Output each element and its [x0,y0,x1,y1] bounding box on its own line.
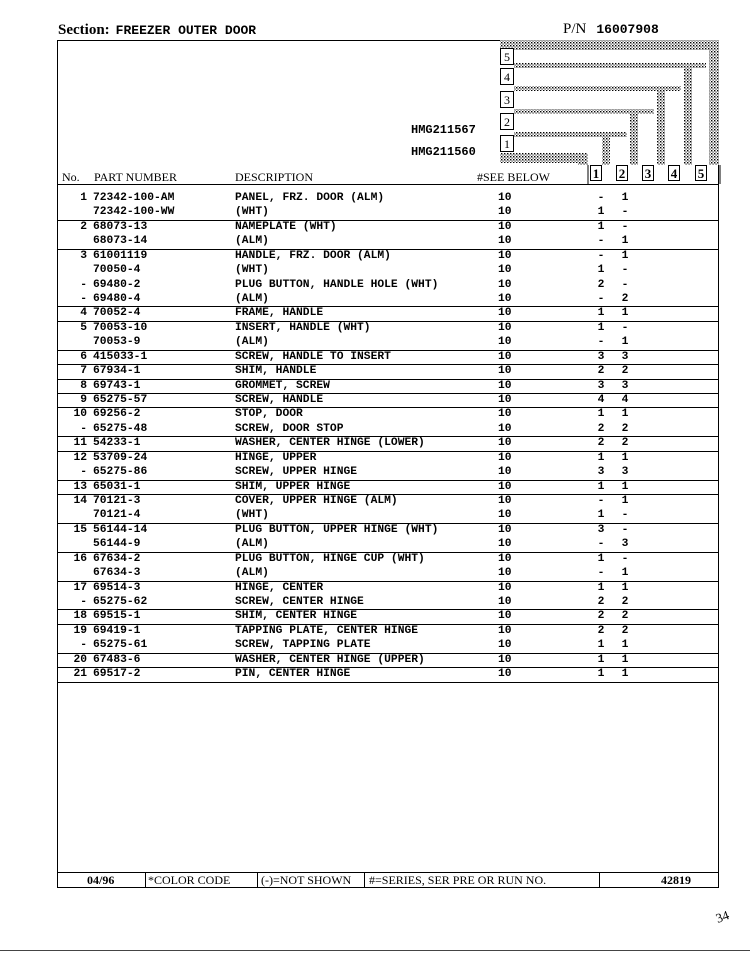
see-below: 10 [498,480,512,493]
model-1-qty: 2 [597,422,605,435]
part-description: NAMEPLATE (WHT) [235,220,337,233]
table-row [57,552,719,566]
row-number: 5 [80,321,87,334]
part-number: 69480-2 [93,278,141,291]
model-2-qty: 1 [621,192,629,204]
footer-date: 04/96 [87,873,115,887]
part-number: 69517-2 [93,668,141,681]
part-description: PLUG BUTTON, UPPER HINGE (WHT) [235,523,439,536]
model-2-qty: 1 [621,480,629,493]
model-2-qty: - [621,264,629,277]
part-description: INSERT, HANDLE (WHT) [235,321,371,334]
page-number: 34 [713,907,732,926]
part-description: HANDLE, FRZ. DOOR (ALM) [235,249,391,262]
row-number: - [80,278,87,291]
part-number: 70121-3 [93,495,141,508]
model-1-qty: 1 [597,307,605,320]
part-number: 69419-1 [93,624,141,637]
see-below: 10 [498,220,512,233]
see-below: 10 [498,206,512,219]
model-col-2: 2 [616,165,628,181]
part-number: 69743-1 [93,379,141,392]
see-below: 10 [498,624,512,637]
see-below: 10 [498,538,512,551]
footer-divider [364,873,365,887]
part-number: 65275-57 [93,394,148,407]
model-2-qty: 3 [621,538,629,551]
see-below: 10 [498,567,512,580]
part-description: PLUG BUTTON, HINGE CUP (WHT) [235,552,425,565]
row-number: - [80,466,87,479]
model-2-qty: 1 [621,495,629,508]
model-2-qty: 2 [621,437,629,450]
part-number: 70121-4 [93,509,141,522]
model-2-qty: 1 [621,249,629,262]
part-description: SCREW, HANDLE TO INSERT [235,350,391,363]
model-1-qty: 3 [597,523,605,536]
table-row [57,205,719,220]
stair-number-1: 1 [500,135,514,152]
part-number: 70050-4 [93,264,141,277]
see-below: 10 [498,321,512,334]
model-2-qty: - [621,321,629,334]
part-description: GROMMET, SCREW [235,379,330,392]
stair-number-3: 3 [500,91,514,108]
part-description: PIN, CENTER HINGE [235,668,351,681]
model-1-qty: 1 [597,321,605,334]
model-1-qty: 2 [597,437,605,450]
model-1-qty: 1 [597,509,605,522]
model-2-qty: 1 [621,235,629,248]
model-col-1: 1 [590,165,602,181]
part-description: (ALM) [235,538,269,551]
row-number: 15 [73,523,87,536]
part-number: 70052-4 [93,307,141,320]
model-1-qty: - [597,336,605,349]
see-below: 10 [498,639,512,652]
model-1-qty: 3 [597,350,605,363]
row-number: - [80,422,87,435]
model-1-qty: 2 [597,365,605,378]
see-below: 10 [498,653,512,666]
table-row [57,220,719,234]
model-1-qty: - [597,235,605,248]
footer-divider [257,873,258,887]
model-col-4: 4 [668,165,680,181]
model-1-qty: 1 [597,451,605,464]
row-number: 13 [73,480,87,493]
model-1-qty: 1 [597,480,605,493]
table-row [57,508,719,523]
part-description: PANEL, FRZ. DOOR (ALM) [235,192,385,204]
model-1-qty: 1 [597,639,605,652]
table-row [57,494,719,508]
part-description: SHIM, HANDLE [235,365,317,378]
part-number: 56144-9 [93,538,141,551]
model-1-qty: - [597,538,605,551]
part-description: SHIM, CENTER HINGE [235,610,358,623]
part-description: SCREW, CENTER HINGE [235,596,364,609]
model-2-qty: 2 [621,596,629,609]
table-row [57,364,719,379]
part-number: 69480-4 [93,293,141,305]
row-number: 8 [80,379,87,392]
pn-label: P/N [563,21,587,37]
model-number-1: HMG211560 [411,145,476,159]
part-number: 70053-10 [93,321,148,334]
footer-not-shown: (-)=NOT SHOWN [261,873,352,887]
table-row [57,379,719,394]
model-2-qty: 1 [621,307,629,320]
row-number: 10 [73,408,87,421]
table-row [57,595,719,610]
section-label: Section: [58,22,110,38]
part-description: TAPPING PLATE, CENTER HINGE [235,624,419,637]
part-description: (ALM) [235,235,269,248]
table-row [57,393,719,408]
model-2-qty: 1 [621,653,629,666]
row-number: 14 [73,495,87,508]
model-2-qty: 1 [621,408,629,421]
model-1-qty: - [597,495,605,508]
see-below: 10 [498,668,512,681]
footer-legend [57,873,719,888]
part-number: 415033-1 [93,350,148,363]
part-description: SCREW, HANDLE [235,394,324,407]
model-2-qty: 3 [621,466,629,479]
model-1-qty: 1 [597,264,605,277]
footer-divider [599,873,600,887]
part-description: WASHER, CENTER HINGE (LOWER) [235,437,425,450]
table-row [57,306,719,321]
model-number-2: HMG211567 [411,123,476,137]
part-number: 65275-48 [93,422,148,435]
table-row [57,249,719,263]
model-2-qty: - [621,523,629,536]
page-bottom-rule [0,950,750,951]
part-number: 65275-62 [93,596,148,609]
stair-number-2: 2 [500,113,514,130]
table-row [57,436,719,451]
row-number: 12 [73,451,87,464]
part-description: (ALM) [235,567,269,580]
row-number: 18 [73,610,87,623]
part-number: 69514-3 [93,581,141,594]
model-col-5: 5 [695,165,707,181]
table-row [57,321,719,335]
table-row [57,407,719,421]
table-row [57,667,719,682]
model-2-qty: 1 [621,668,629,681]
part-number: 72342-100-WW [93,206,175,219]
part-number: 54233-1 [93,437,141,450]
table-row [57,609,719,624]
row-number: - [80,293,87,305]
row-number: 3 [80,249,87,262]
see-below: 10 [498,552,512,565]
part-description: (ALM) [235,293,269,305]
model-2-qty: 1 [621,581,629,594]
part-description: STOP, DOOR [235,408,303,421]
table-row [57,335,719,350]
model-1-qty: 3 [597,466,605,479]
part-number: 67634-3 [93,567,141,580]
model-2-qty: - [621,278,629,291]
row-number: 16 [73,552,87,565]
col-header-desc: DESCRIPTION [235,170,314,184]
header-rule [57,184,719,185]
part-description: HINGE, CENTER [235,581,324,594]
see-below: 10 [498,350,512,363]
footer-color-code: *COLOR CODE [148,873,231,887]
model-2-qty: 1 [621,336,629,349]
part-description: FRAME, HANDLE [235,307,324,320]
part-number: 69515-1 [93,610,141,623]
see-below: 10 [498,523,512,536]
table-row [57,581,719,595]
part-description: WASHER, CENTER HINGE (UPPER) [235,653,425,666]
part-number: 61001119 [93,249,148,262]
model-1-qty: 3 [597,379,605,392]
stair-number-4: 4 [500,68,514,85]
table-row [57,653,719,668]
table-row [57,638,719,653]
row-number: - [80,639,87,652]
table-row [57,566,719,581]
model-1-qty: 1 [597,206,605,219]
table-row [57,480,719,495]
table-row [57,537,719,552]
part-description: COVER, UPPER HINGE (ALM) [235,495,398,508]
footer-code: 42819 [661,873,691,887]
footer-series: #=SERIES, SER PRE OR RUN NO. [369,873,547,887]
section-title: FREEZER OUTER DOOR [115,23,257,38]
table-row [57,350,719,365]
table-row [57,278,719,292]
see-below: 10 [498,249,512,262]
see-below: 10 [498,307,512,320]
model-1-qty: - [597,192,605,204]
row-number: 17 [73,581,87,594]
see-below: 10 [498,235,512,248]
model-1-qty: 1 [597,408,605,421]
part-description: SHIM, UPPER HINGE [235,480,351,493]
part-number: 53709-24 [93,451,148,464]
model-2-qty: - [621,552,629,565]
model-2-qty: - [621,220,629,233]
table-row [57,292,719,307]
row-number: 2 [80,220,87,233]
model-2-qty: 1 [621,451,629,464]
part-number: 67483-6 [93,653,141,666]
model-1-qty: 1 [597,220,605,233]
see-below: 10 [498,466,512,479]
part-number: 67634-2 [93,552,141,565]
model-2-qty: 2 [621,422,629,435]
model-1-qty: 1 [597,552,605,565]
see-below: 10 [498,610,512,623]
part-number: 68073-13 [93,220,148,233]
see-below: 10 [498,408,512,421]
part-description: (WHT) [235,509,269,522]
see-below: 10 [498,495,512,508]
table-row [57,465,719,480]
model-2-qty: - [621,206,629,219]
row-number: 19 [73,624,87,637]
model-col-3: 3 [642,165,654,181]
part-description: SCREW, TAPPING PLATE [235,639,371,652]
see-below: 10 [498,278,512,291]
part-description: PLUG BUTTON, HANDLE HOLE (WHT) [235,278,439,291]
see-below: 10 [498,394,512,407]
row-number: 20 [73,653,87,666]
see-below: 10 [498,422,512,435]
model-1-qty: 2 [597,610,605,623]
part-description: HINGE, UPPER [235,451,317,464]
model-2-qty: 1 [621,567,629,580]
table-row [57,451,719,465]
row-number: 6 [80,350,87,363]
model-2-qty: 2 [621,293,629,305]
model-1-qty: 1 [597,653,605,666]
see-below: 10 [498,379,512,392]
see-below: 10 [498,451,512,464]
model-2-qty: 3 [621,350,629,363]
row-number: 1 [80,192,87,204]
table-row [57,234,719,249]
model-2-qty: 2 [621,365,629,378]
see-below: 10 [498,365,512,378]
see-below: 10 [498,293,512,305]
part-description: SCREW, UPPER HINGE [235,466,358,479]
part-description: (ALM) [235,336,269,349]
part-description: (WHT) [235,206,269,219]
col-header-no: No. [62,170,80,184]
row-number: 4 [80,307,87,320]
see-below: 10 [498,336,512,349]
row-number: 21 [73,668,87,681]
model-2-qty: 4 [621,394,629,407]
model-1-qty: 1 [597,581,605,594]
see-below: 10 [498,581,512,594]
model-1-qty: - [597,249,605,262]
model-1-qty: - [597,293,605,305]
part-number: 67934-1 [93,365,141,378]
model-1-qty: 4 [597,394,605,407]
model-2-qty: 2 [621,610,629,623]
table-row [57,624,719,638]
stair-number-5: 5 [500,48,514,65]
pn-value: 16007908 [596,22,659,37]
model-1-qty: 2 [597,596,605,609]
part-number: 72342-100-AM [93,192,175,204]
row-number: 9 [80,394,87,407]
part-number: 69256-2 [93,408,141,421]
see-below: 10 [498,264,512,277]
part-number: 65275-86 [93,466,148,479]
model-1-qty: - [597,567,605,580]
see-below: 10 [498,437,512,450]
col-header-part: PART NUMBER [94,170,177,184]
model-1-qty: 1 [597,668,605,681]
part-number: 65031-1 [93,480,141,493]
see-below: 10 [498,509,512,522]
table-row [57,422,719,437]
table-row [57,523,719,537]
row-number: - [80,596,87,609]
col-header-see: #SEE BELOW [477,170,550,184]
see-below: 10 [498,192,512,204]
table-row [57,191,719,205]
part-number: 68073-14 [93,235,148,248]
part-description: SCREW, DOOR STOP [235,422,344,435]
model-2-qty: 1 [621,639,629,652]
part-number: 56144-14 [93,523,148,536]
see-below: 10 [498,596,512,609]
model-2-qty: 3 [621,379,629,392]
row-number: 7 [80,365,87,378]
model-2-qty: 2 [621,624,629,637]
row-number: 11 [73,437,87,450]
model-1-qty: 2 [597,278,605,291]
table-row [57,263,719,277]
model-2-qty: - [621,509,629,522]
part-number: 65275-61 [93,639,148,652]
footer-divider [145,873,146,887]
part-description: (WHT) [235,264,269,277]
part-number: 70053-9 [93,336,141,349]
model-1-qty: 2 [597,624,605,637]
